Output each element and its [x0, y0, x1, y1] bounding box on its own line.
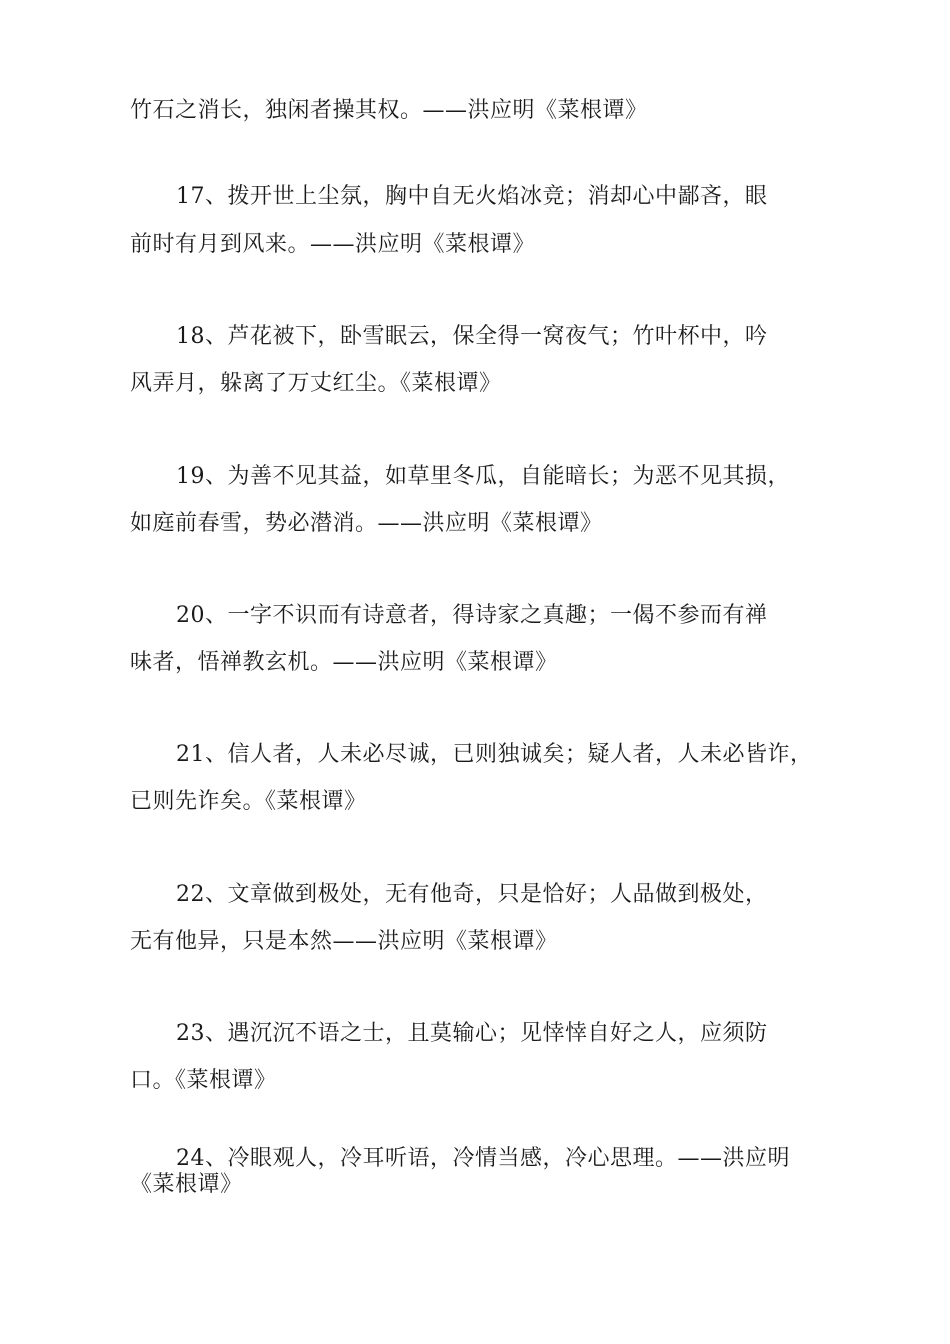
- text-line: 20、一字不识而有诗意者，得诗家之真趣；一偈不参而有禅: [176, 603, 768, 628]
- text-line: 风弄月，躲离了万丈红尘。《菜根谭》: [130, 371, 502, 396]
- text-line: 23、遇沉沉不语之士，且莫输心；见悻悻自好之人，应须防: [176, 1021, 768, 1046]
- text-line: 如庭前春雪，势必潜消。——洪应明《菜根谭》: [130, 511, 603, 536]
- text-line: 17、拨开世上尘氛，胸中自无火焰冰竞；消却心中鄙吝，眼: [176, 184, 768, 209]
- text-line: 18、芦花被下，卧雪眠云，保全得一窝夜气；竹叶杯中，吟: [176, 324, 768, 349]
- text-line: 22、文章做到极处，无有他奇，只是恰好；人品做到极处，: [176, 882, 768, 907]
- text-line: 无有他异，只是本然——洪应明《菜根谭》: [130, 929, 558, 954]
- text-line: 竹石之消长，独闲者操其权。——洪应明《菜根谭》: [130, 98, 648, 123]
- text-line: 口。《菜根谭》: [130, 1068, 277, 1093]
- text-line: 已则先诈矣。《菜根谭》: [130, 789, 367, 814]
- text-line: 《菜根谭》: [130, 1172, 243, 1197]
- text-line: 21、信人者，人未必尽诚，已则独诚矣；疑人者，人未必皆诈，: [176, 742, 813, 767]
- text-line: 前时有月到风来。——洪应明《菜根谭》: [130, 232, 536, 257]
- text-line: 19、为善不见其益，如草里冬瓜，自能暗长；为恶不见其损，: [176, 464, 790, 489]
- text-line: 24、冷眼观人，冷耳听语，冷情当感，冷心思理。——洪应明: [176, 1146, 790, 1171]
- text-line: 味者，悟禅教玄机。——洪应明《菜根谭》: [130, 650, 558, 675]
